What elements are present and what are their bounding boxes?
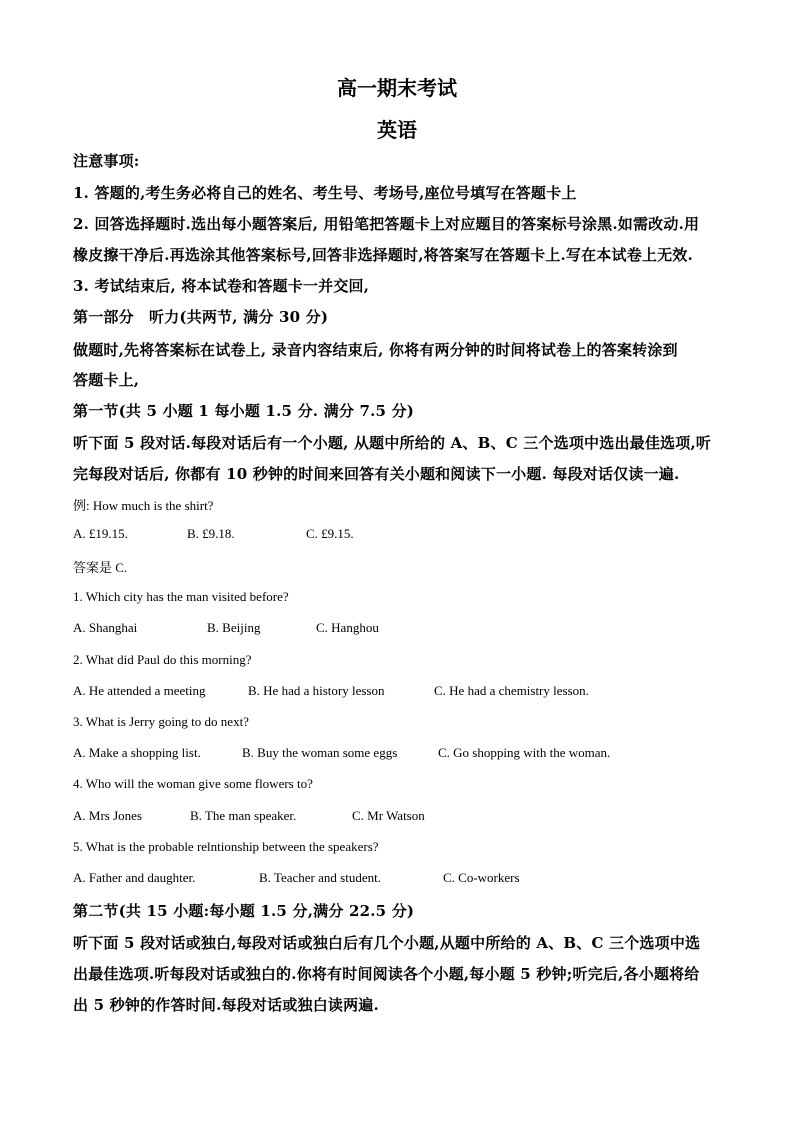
part1-heading: 第一部分 听力(共两节, 满分 30 分) xyxy=(73,308,329,326)
notice-item-2: 2. 回答选择题时.选出每小题答案后, 用铅笔把答题卡上对应题目的答案标号涂黑.如需改动.用 xyxy=(73,215,700,233)
section2-instruction-line: 出 5 秒钟的作答时间.每段对话或独白读两遍. xyxy=(73,996,379,1014)
question-5: 5. What is the probable relntionship between the speakers? xyxy=(73,839,379,854)
question-3-option-c: C. Go shopping with the woman. xyxy=(438,745,611,760)
question-2-option-b: B. He had a history lesson xyxy=(248,683,385,698)
question-1-option-b: B. Beijing xyxy=(207,620,261,635)
question-5-option-a: A. Father and daughter. xyxy=(73,870,196,885)
question-1-option-a: A. Shanghai xyxy=(73,620,138,635)
part1-instruction-line: 答题卡上, xyxy=(73,371,140,389)
notice-heading: 注意事项: xyxy=(73,152,140,170)
question-4-option-b: B. The man speaker. xyxy=(190,808,297,823)
example-question: 例: How much is the shirt? xyxy=(73,498,214,513)
section1-instruction-line: 听下面 5 段对话.每段对话后有一个小题, 从题中所给的 A、B、C 三个选项中选出最佳选项,听 xyxy=(73,434,712,452)
exam-subject: 英语 xyxy=(377,118,417,142)
question-4-option-a: A. Mrs Jones xyxy=(73,808,142,823)
question-1-option-c: C. Hanghou xyxy=(316,620,379,635)
question-4-option-c: C. Mr Watson xyxy=(352,808,425,823)
exam-title: 高一期末考试 xyxy=(337,76,457,100)
question-3: 3. What is Jerry going to do next? xyxy=(73,714,249,729)
notice-item-3: 3. 考试结束后, 将本试卷和答题卡一并交回, xyxy=(73,277,370,295)
section1-heading: 第一节(共 5 小题 1 每小题 1.5 分. 满分 7.5 分) xyxy=(73,402,415,420)
question-4: 4. Who will the woman give some flowers to? xyxy=(73,776,313,791)
question-3-option-b: B. Buy the woman some eggs xyxy=(242,745,398,760)
section1-instruction-line: 完每段对话后, 你都有 10 秒钟的时间来回答有关小题和阅读下一小题. 每段对话仅读一遍. xyxy=(73,465,680,483)
example-answer: 答案是 C. xyxy=(73,560,128,575)
part1-instruction-line: 做题时,先将答案标在试卷上, 录音内容结束后, 你将有两分钟的时间将试卷上的答案转涂到 xyxy=(73,341,678,359)
question-3-option-a: A. Make a shopping list. xyxy=(73,745,201,760)
question-2-option-c: C. He had a chemistry lesson. xyxy=(434,683,589,698)
question-5-option-b: B. Teacher and student. xyxy=(259,870,381,885)
question-2-option-a: A. He attended a meeting xyxy=(73,683,206,698)
question-5-option-c: C. Co-workers xyxy=(443,870,520,885)
example-option-a: A. £19.15. xyxy=(73,526,128,541)
question-1: 1. Which city has the man visited before? xyxy=(73,589,289,604)
question-2: 2. What did Paul do this morning? xyxy=(73,652,252,667)
example-option-c: C. £9.15. xyxy=(306,526,354,541)
example-option-b: B. £9.18. xyxy=(187,526,235,541)
section2-instruction-line: 出最佳选项.听每段对话或独白的.你将有时间阅读各个小题,每小题 5 秒钟;听完后,各小题将给 xyxy=(73,965,700,983)
notice-item-2-cont: 橡皮擦干净后.再选涂其他答案标号,回答非选择题时,将答案写在答题卡上.写在本试卷上无效. xyxy=(73,246,693,264)
notice-item-1: 1. 答题的,考生务必将自己的姓名、考生号、考场号,座位号填写在答题卡上 xyxy=(73,184,577,202)
section2-instruction-line: 听下面 5 段对话或独白,每段对话或独白后有几个小题,从题中所给的 A、B、C 三个选项中选 xyxy=(73,934,701,952)
section2-heading: 第二节(共 15 小题:每小题 1.5 分,满分 22.5 分) xyxy=(73,902,415,920)
